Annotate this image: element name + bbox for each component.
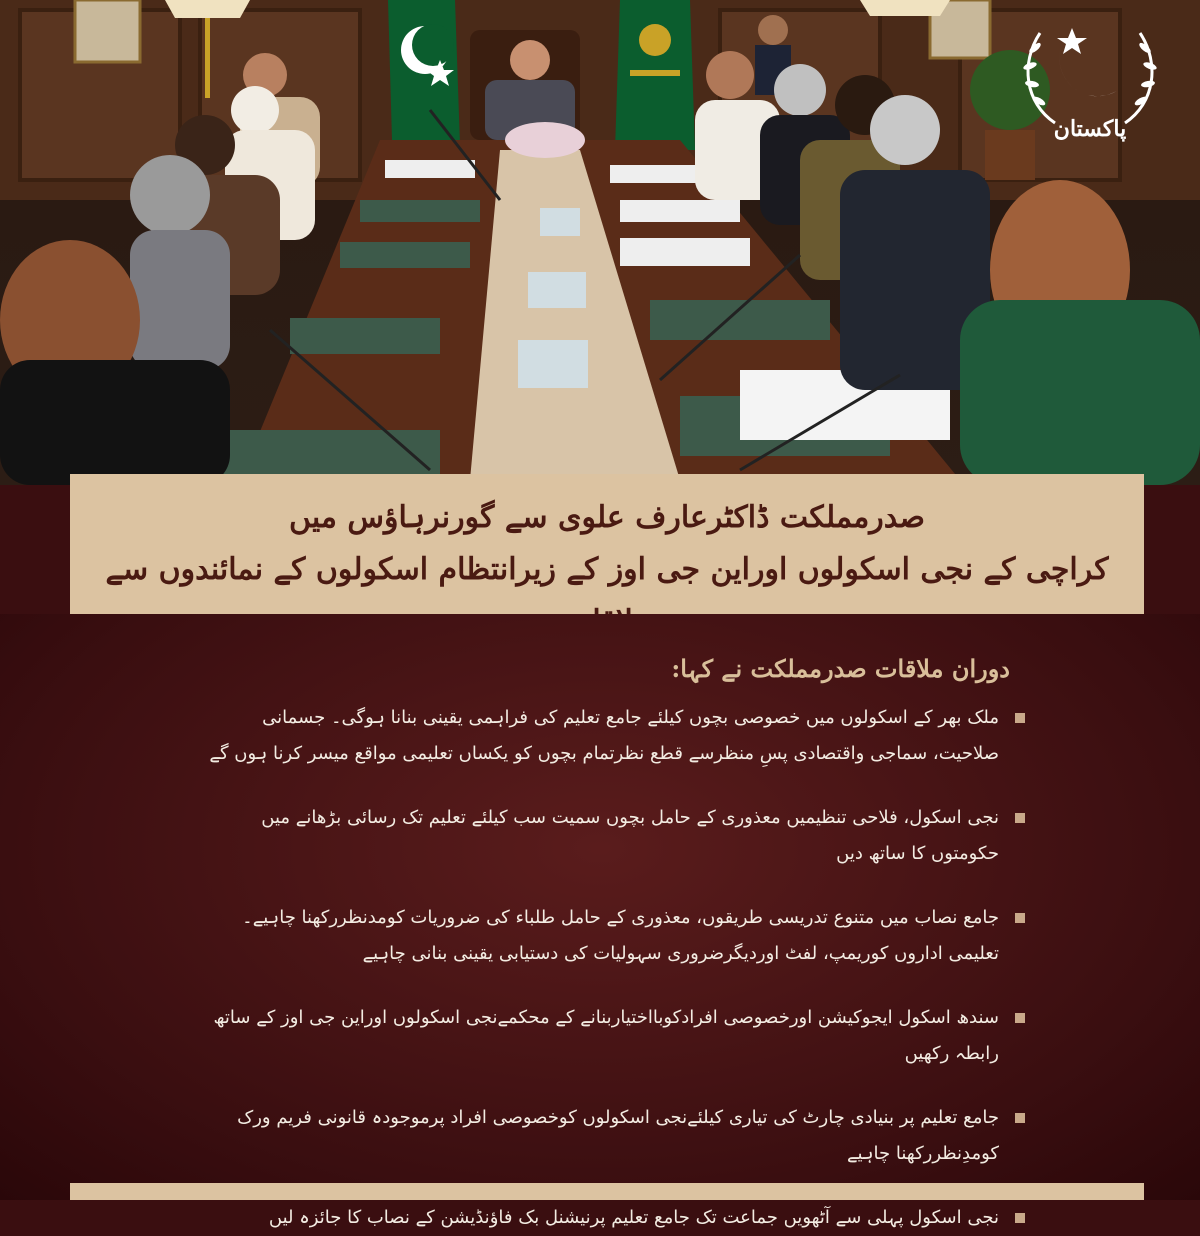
bullet-icon [1015,1113,1025,1123]
point-text: سندھ اسکول ایجوکیشن اورخصوصی افرادکوبااختیاربنانے کے محکمےنجی اسکولوں اوراین جی اوز کے ساتھ رابطہ رکھیں [213,1007,999,1064]
list-item [205,700,1025,772]
bullet-icon [1015,713,1025,723]
title-line-1: صدرمملکت ڈاکٹرعارف علوی سے گورنرہاؤس میں [289,500,925,535]
points-list [205,700,1025,1236]
list-item [205,900,1025,972]
point-text: ملک بھر کے اسکولوں میں خصوصی بچوں کیلئے جامع تعلیم کی فراہمی یقینی بنانا ہوگی۔ جسمانی صلاحیت، سماجی واقتصادی پسِ منظرسے قطع نظرتمام بچوں کو یکساں تعلیمی مواقع میسر کرنا ہوں گے [209,707,999,764]
content-panel [0,614,1200,1228]
list-item [205,1100,1025,1172]
bullet-icon [1015,913,1025,923]
point-text: جامع تعلیم پر بنیادی چارٹ کی تیاری کیلئےنجی اسکولوں کوخصوصی افراد پرموجودہ قانونی فریم ورک کومدِنظررکھنا چاہیے [237,1107,999,1164]
emblem [1010,8,1170,148]
point-text: نجی اسکول، فلاحی تنظیمیں معذوری کے حامل بچوں سمیت سب کیلئے تعلیم تک رسائی بڑھانے میں حکومتوں کا ساتھ دیں [261,807,999,864]
bullet-icon [1015,813,1025,823]
point-text: نجی اسکول پہلی سے آٹھویں جماعت تک جامع تعلیم پرنیشنل بک فاؤنڈیشن کے نصاب کا جائزہ لیں [268,1207,999,1228]
list-item [205,1200,1025,1236]
bullet-icon [1015,1213,1025,1223]
title-banner [70,474,1144,614]
list-item [205,800,1025,872]
bullet-icon [1015,1013,1025,1023]
emblem-text: پاکستان [1053,116,1127,142]
bottom-bar [70,1183,1144,1200]
lead-text: دوران ملاقات صدرمملکت نے کہا: [671,654,1010,683]
point-text: جامع نصاب میں متنوع تدریسی طریقوں، معذوری کے حامل طلباء کی ضروریات کومدنظررکھنا چاہیے۔ تعلیمی اداروں کوریمپ، لفٹ اوردیگرضروری سہولیات کی دستیابی یقینی بنانی چاہیے [242,907,999,964]
list-item [205,1000,1025,1072]
meeting-photo [0,0,1200,485]
title-line-2: کراچی کے نجی اسکولوں اوراین جی اوز کے زیرانتظام اسکولوں کے نمائندوں سے [105,552,1109,587]
